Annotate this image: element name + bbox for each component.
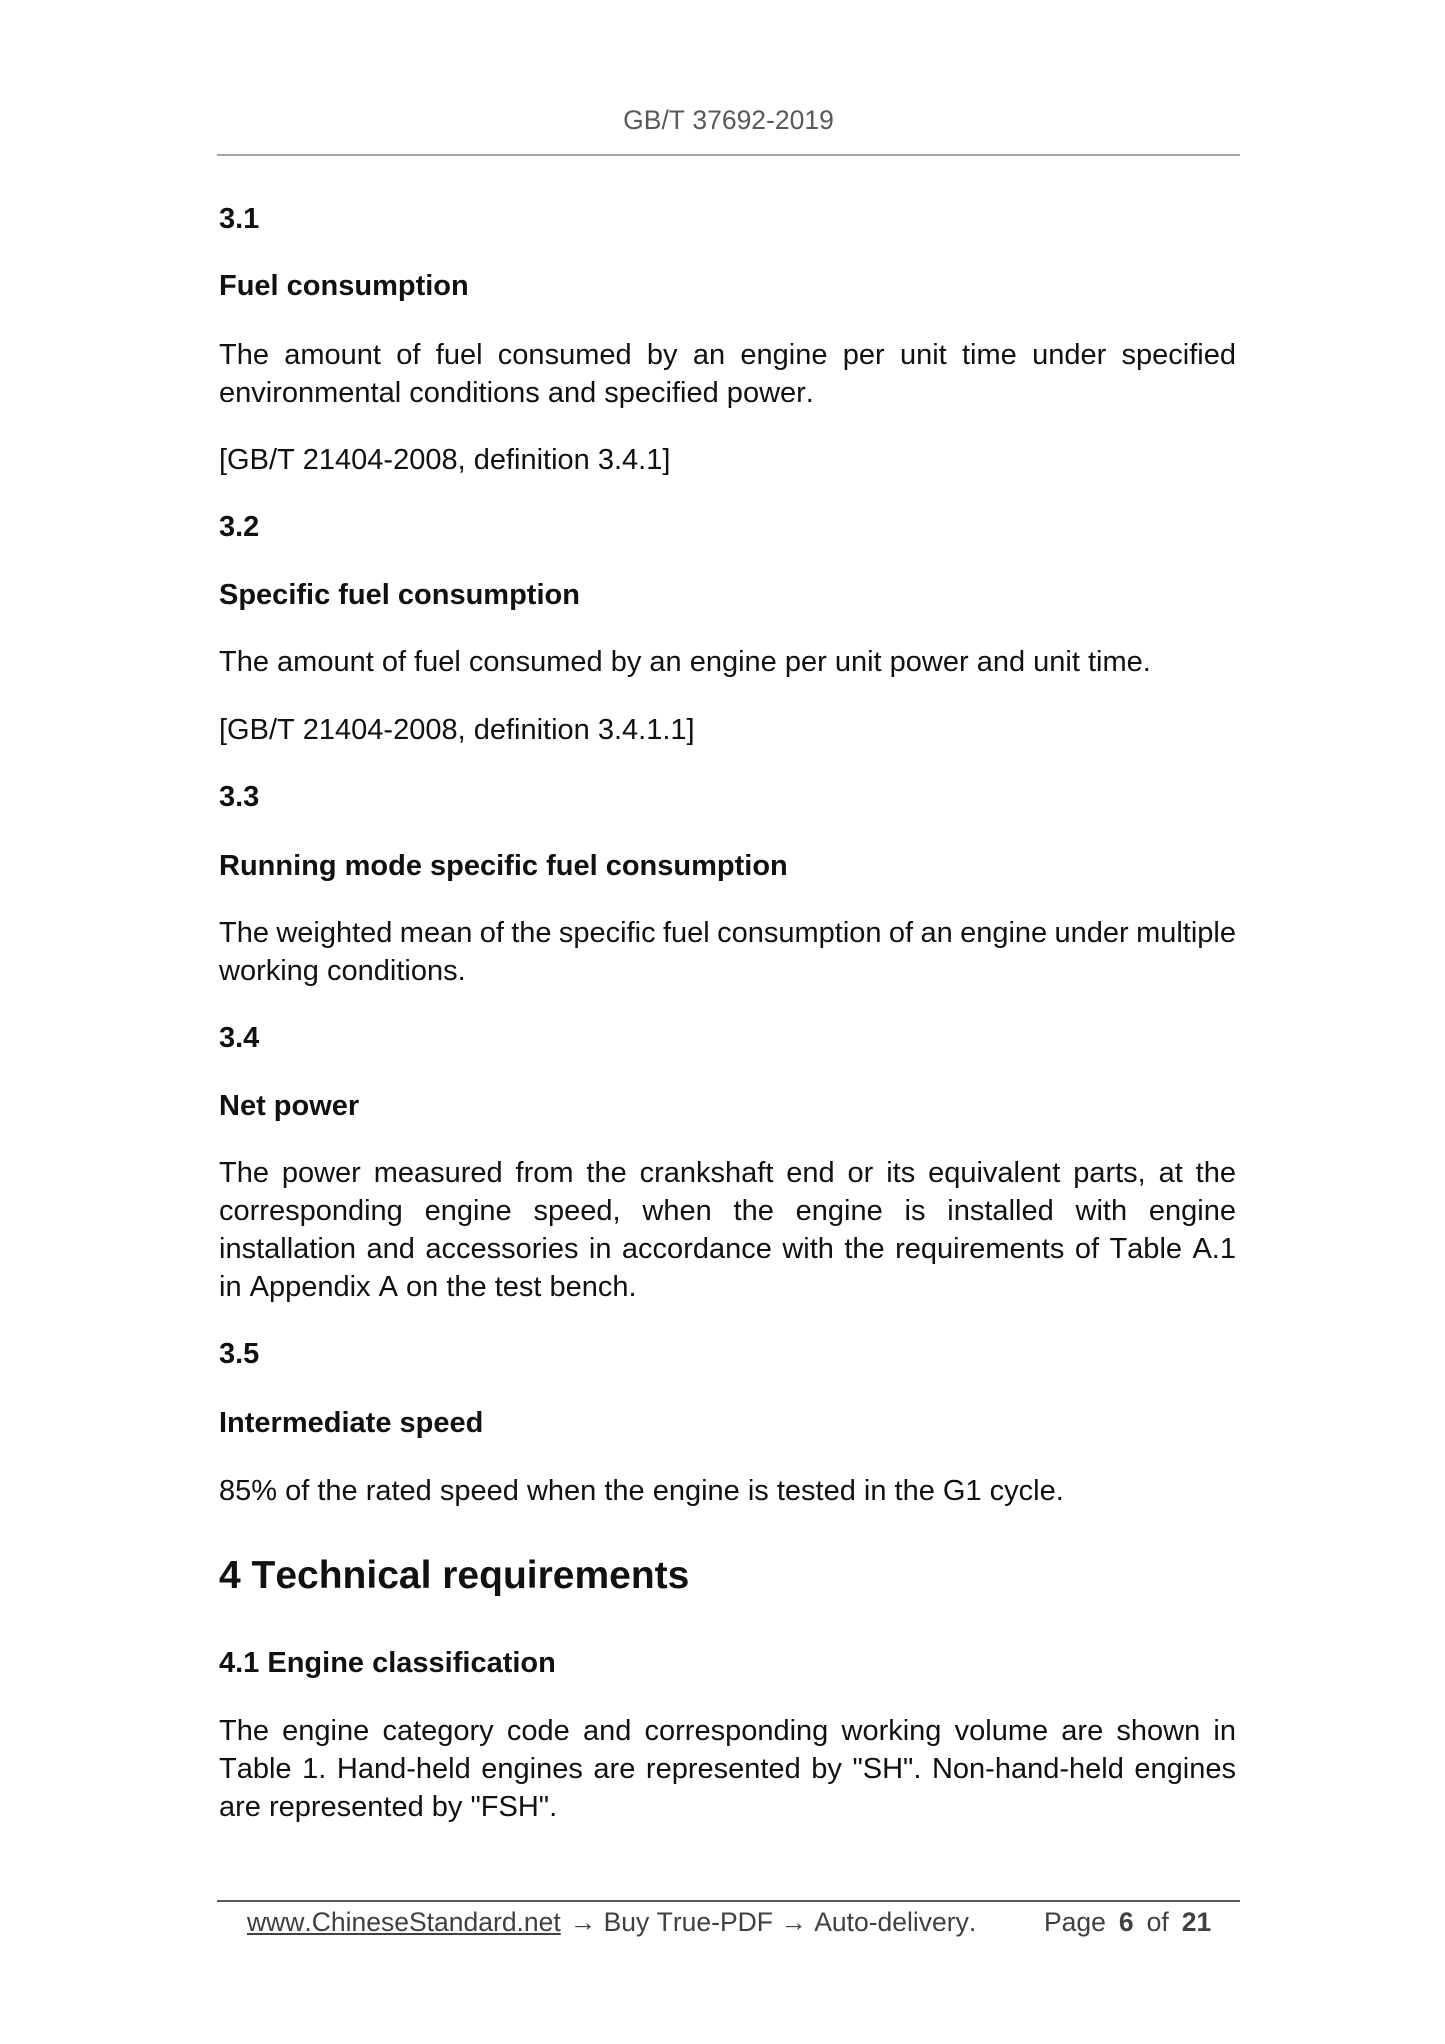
current-page-number: 6	[1118, 1907, 1134, 1937]
term-definition-line: installation and accessories in accordance with the requirements of Table A.1	[219, 1233, 1236, 1265]
term-title: Net power	[219, 1090, 360, 1122]
paragraph-line: Table 1. Hand-held engines are represented by "SH". Non-hand-held engines	[219, 1753, 1236, 1785]
term-definition-line: The amount of fuel consumed by an engine per unit power and unit time.	[219, 646, 1151, 678]
term-definition-line: in Appendix A on the test bench.	[219, 1271, 637, 1303]
term-number: 3.3	[219, 781, 260, 813]
term-source: [GB/T 21404-2008, definition 3.4.1.1]	[219, 714, 695, 746]
term-source: [GB/T 21404-2008, definition 3.4.1]	[219, 444, 671, 476]
subsection-heading: 4.1 Engine classification	[219, 1647, 556, 1679]
term-title: Fuel consumption	[219, 270, 469, 302]
page-number	[1044, 1906, 1211, 1938]
term-definition-line: 85% of the rated speed when the engine is tested in the G1 cycle.	[219, 1475, 1064, 1507]
page-footer	[247, 1906, 976, 1938]
page-of-label: of	[1146, 1907, 1169, 1937]
header-doc-id: GB/T 37692-2019	[623, 105, 834, 135]
chapter-heading: 4 Technical requirements	[219, 1554, 690, 1597]
footer-website-link[interactable]: www.ChineseStandard.net	[247, 1907, 561, 1937]
footer-promo-text: → Buy True-PDF → Auto-delivery.	[569, 1907, 977, 1937]
term-definition-line: working conditions.	[219, 955, 466, 987]
term-number: 3.5	[219, 1338, 260, 1370]
term-number: 3.1	[219, 203, 260, 235]
header-rule	[217, 154, 1240, 156]
term-definition-line: environmental conditions and specified power.	[219, 377, 814, 409]
term-definition-line: The power measured from the crankshaft end or its equivalent parts, at the	[219, 1157, 1236, 1189]
page-label: Page	[1044, 1907, 1106, 1937]
page-header	[217, 104, 1240, 136]
term-definition-line: corresponding engine speed, when the engine is installed with engine	[219, 1195, 1236, 1227]
paragraph-line: are represented by "FSH".	[219, 1791, 558, 1823]
term-definition-line: The amount of fuel consumed by an engine per unit time under specified	[219, 339, 1236, 371]
footer-rule	[217, 1900, 1240, 1902]
term-title: Intermediate speed	[219, 1407, 484, 1439]
term-title: Running mode specific fuel consumption	[219, 850, 788, 882]
paragraph-line: The engine category code and corresponding working volume are shown in	[219, 1715, 1236, 1747]
total-pages-number: 21	[1181, 1907, 1212, 1937]
term-definition-line: The weighted mean of the specific fuel consumption of an engine under multiple	[219, 917, 1236, 949]
term-title: Specific fuel consumption	[219, 579, 580, 611]
term-number: 3.4	[219, 1022, 260, 1054]
term-number: 3.2	[219, 511, 260, 543]
